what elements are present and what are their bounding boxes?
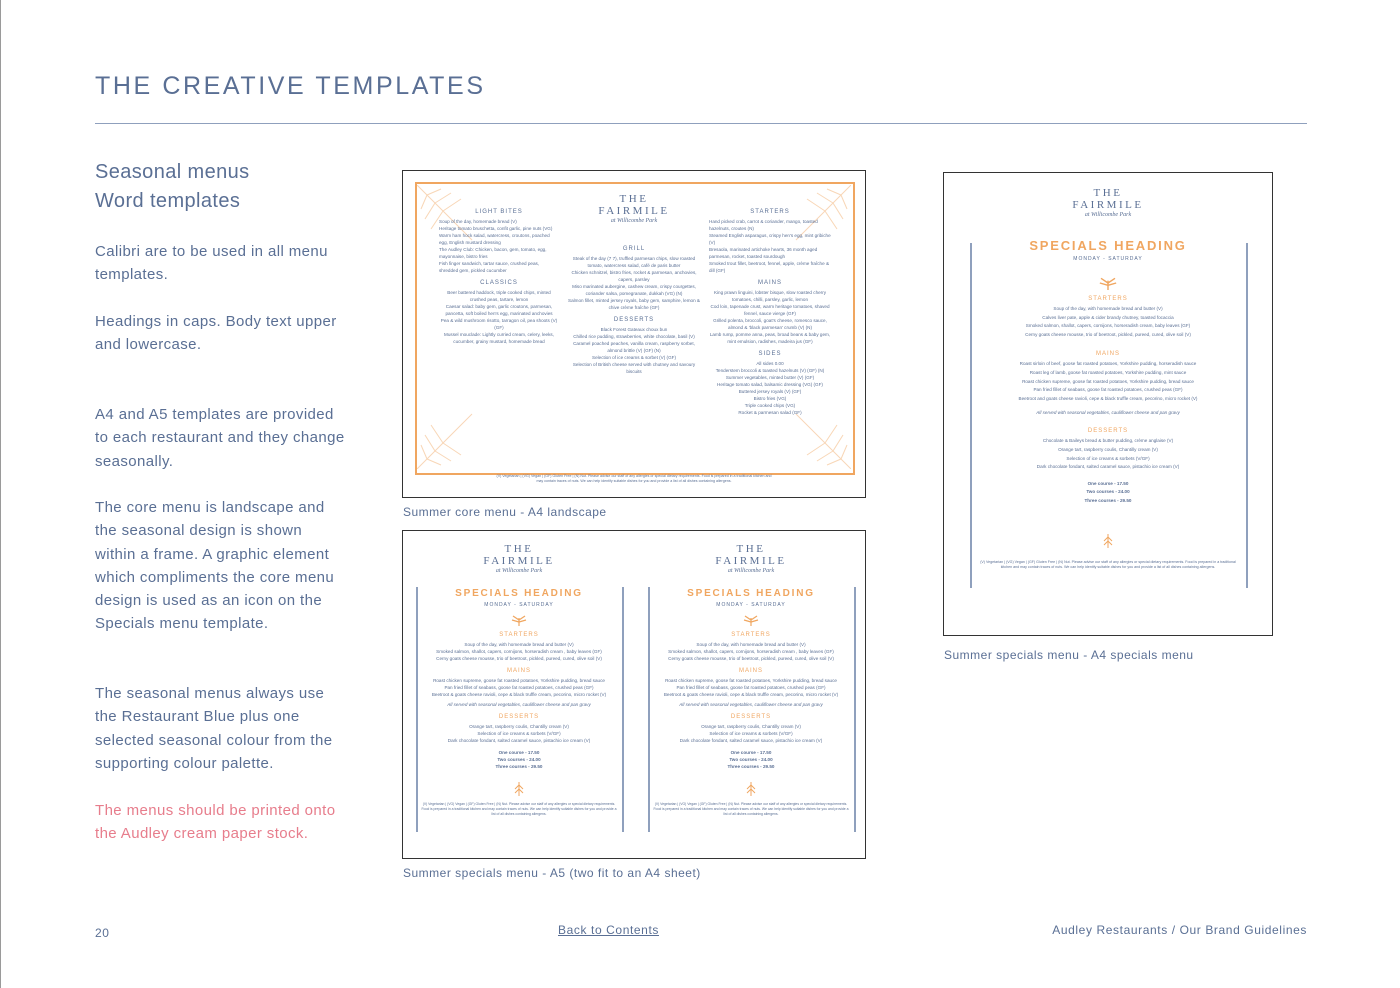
course-price: Two courses - 24.00 bbox=[1086, 489, 1130, 495]
section-heading: CLASSICS bbox=[480, 280, 518, 286]
course-price: One course - 17.50 bbox=[498, 750, 540, 755]
page-number: 20 bbox=[95, 926, 110, 940]
menu-item: Cerny goats cheese mousse, trio of beetroot, pickled, pureed, cured, olive soil (V) bbox=[1025, 331, 1191, 337]
menu-item: Cod loin, tapenade crust, warm heritage tomatoes, shaved fennel, sauce vierge (GF) bbox=[710, 304, 830, 316]
served-note: All served with seasonal vegetables, cauliflower cheese and pan gravy bbox=[679, 702, 823, 707]
title-divider bbox=[95, 123, 1307, 124]
menu-item: Warm ham hock salad, watercress, croutons, poached egg, English mustard dressing bbox=[439, 233, 550, 245]
frame-side-line bbox=[1246, 243, 1248, 588]
sidebar-paragraph-fonts: Calibri are to be used in all menu templates. bbox=[95, 243, 328, 284]
menu-item: Dark chocolate fondant, salted caramel sauce, pistachio ice cream (V) bbox=[1036, 464, 1180, 470]
sidebar-text bbox=[95, 158, 345, 843]
section-heading: DESSERTS bbox=[498, 714, 540, 720]
menu-item: Hand picked crab, carrot & coriander, mango, toasted hazelnuts, croutes (N) bbox=[709, 219, 818, 231]
menu-item: Calves liver pate, apple & cider brandy chutney, toasted focaccia bbox=[1042, 314, 1174, 320]
a5-specials-preview bbox=[402, 530, 866, 859]
palm-leaf-icon bbox=[514, 780, 524, 796]
allergen-footer: (V) Vegetarian | (VG) Vegan | (GF) Gluten Free | (N) Nut. Please advise our staff of any allergies or special dietary requirements. Food is prepared in a traditional kitchen and may contain traces of nuts. We can help identify suitable dishes for you and provide a list of all dishes containing allergens. bbox=[496, 474, 772, 483]
sidebar-paragraph-colours: The seasonal menus always use the Restaurant Blue plus one selected seasonal colour from the supporting colour palette. bbox=[95, 685, 333, 772]
section-heading: MAINS bbox=[738, 668, 763, 674]
menu-item: Chocolate & Baileys bread & butter pudding, crème anglaise (V) bbox=[1042, 438, 1174, 444]
back-to-contents-link[interactable]: Back to Contents bbox=[558, 923, 659, 937]
menu-item: Pan fried fillet of seabass, goose fat roasted potatoes, crushed peas (GF) bbox=[676, 685, 826, 690]
restaurant-logo: THE FAIRMILE at Willicombe Park bbox=[483, 543, 555, 574]
menu-item: Roast chicken supreme, goose fat roasted potatoes, Yorkshire pudding, bread sauce bbox=[1022, 378, 1194, 384]
allergen-footer: (V) Vegetarian | (VG) Vegan | (GF) Gluten Free | (N) Nut. Please advise our staff of any allergies or special dietary requirements. Food is prepared in a traditional kitchen and may contain traces of nuts. We can help identify suitable dishes for you and provide a list of all dishes containing allergens. bbox=[980, 559, 1236, 569]
course-price: Three courses - 29.50 bbox=[727, 764, 775, 769]
menu-item: Soup of the day, with homemade bread and butter (V) bbox=[464, 642, 574, 647]
menu-item: Lamb rump, pomme anna, peas, broad beans & baby gem, mint emulsion, radishes, madeira jus (GF) bbox=[709, 332, 831, 344]
menu-item: Rocket & parmesan salad (GF) bbox=[738, 410, 802, 415]
palm-leaf-icon bbox=[746, 780, 756, 796]
course-price: One course - 17.50 bbox=[730, 750, 772, 755]
menu-item: Roast sirloin of beef, goose fat roasted potatoes, Yorkshire pudding, horseradish sauce bbox=[1019, 361, 1197, 367]
sidebar-heading-line1: Seasonal menus bbox=[95, 161, 250, 183]
section-heading: DESSERTS bbox=[613, 317, 655, 323]
menu-item: Orange tart, raspberry coulis, Chantilly cream (V) bbox=[1058, 446, 1158, 452]
menu-item: Roast chicken supreme, goose fat roasted potatoes, Yorkshire pudding, bread sauce bbox=[433, 678, 605, 683]
section-heading: STARTERS bbox=[499, 632, 539, 638]
section-heading: MAINS bbox=[757, 280, 782, 286]
caption-a5-menu: Summer specials menu - A5 (two fit to an A4 sheet) bbox=[403, 866, 701, 880]
sidebar-heading-line2: Word templates bbox=[95, 190, 241, 212]
core-right-column bbox=[709, 203, 831, 416]
menu-item: Selection of ice creams & sorbets (V/GF) bbox=[1066, 455, 1150, 461]
menu-item: Smoked salmon, shallot, capers, cornijons, horseradish cream , baby leaves (GF) bbox=[436, 649, 602, 654]
frame-side-line bbox=[854, 587, 856, 832]
a5-menu-left bbox=[419, 543, 619, 817]
menu-item: Beetroot and goats cheese ravioli, cepe & black truffle cream, pecorino, micro rocket (V) bbox=[1018, 395, 1198, 401]
palm-leaf-icon bbox=[1103, 532, 1113, 548]
menu-item: Selection of ice creams & sorbets (V/GF) bbox=[709, 731, 793, 736]
specials-heading: SPECIALS HEADING bbox=[687, 588, 815, 599]
menu-item: Smoked salmon, shallot, capers, cornijons, horseradish cream, baby leaves (GF) bbox=[1025, 323, 1191, 329]
menu-item: Heritage tomato salad, balsamic dressing (VG) (GF) bbox=[717, 382, 823, 387]
menu-item: Grilled polenta, broccoli, goat's cheese, romesco sauce, almond & 'black parmesan' crumb (V) (N) bbox=[713, 318, 827, 330]
core-menu-preview bbox=[402, 170, 866, 498]
course-price: Two courses - 24.00 bbox=[729, 757, 773, 762]
frame-side-line bbox=[970, 243, 972, 588]
palm-leaf-corner-icon bbox=[417, 409, 477, 469]
menu-item: Miso marinated aubergine, cashew cream, crispy courgettes, coriander salsa, pomegranate, dukkah (VG) (N) bbox=[572, 284, 696, 296]
menu-item: Mussel mouclade: Lightly curried cream, celery, leeks, cucumber, grainy mustard, homemade bread bbox=[444, 332, 554, 344]
palm-fan-icon bbox=[743, 614, 759, 626]
menu-item: All sides 0.00 bbox=[756, 361, 784, 366]
menu-item: Caramel poached peaches, vanilla cream, raspberry sorbet, almond brittle (V) (GF) (N) bbox=[573, 341, 695, 353]
section-heading: STARTERS bbox=[1088, 296, 1128, 302]
menu-item: Pea & wild mushroom risotto, tarragon oil, pea shoots (V) (GF) bbox=[440, 318, 558, 330]
menu-item: Caesar salad: baby gem, garlic croutons, parmesan, pancetta, soft boiled hen's egg, marinated anchovies bbox=[445, 304, 553, 316]
section-heading: MAINS bbox=[506, 668, 531, 674]
section-heading: DESSERTS bbox=[1087, 428, 1129, 435]
section-heading: STARTERS bbox=[731, 632, 771, 638]
menu-item: Soup of the day, homemade bread (V) bbox=[439, 219, 517, 224]
section-heading: STARTERS bbox=[750, 209, 790, 215]
menu-item: Smoked salmon, shallot, capers, cornijons, horseradish cream , baby leaves (GF) bbox=[668, 649, 834, 654]
page-title: THE CREATIVE TEMPLATES bbox=[95, 72, 486, 100]
sidebar-paragraph-templates: A4 and A5 templates are provided to each restaurant and they change seasonally. bbox=[95, 406, 345, 470]
menu-item: Roast leg of lamb, goose fat roasted potatoes, Yorkshire pudding, mint sauce bbox=[1029, 369, 1187, 375]
allergen-footer: (V) Vegetarian | (VG) Vegan | (GF) Gluten Free | (N) Nut. Please advise our staff of any allergies or special dietary requirements. Food is prepared in a traditional kitchen and may contain traces of nuts. We can help identify suitable dishes for you and provide a list of all dishes containing allergens. bbox=[653, 802, 849, 816]
menu-item: Fish finger sandwich, tartar sauce, crushed peas, shredded gem, pickled cucumber bbox=[439, 261, 540, 273]
menu-item: King prawn linguini, lobster bisque, slow roasted cherry tomatoes, chilli, parsley, garlic, lemon bbox=[713, 290, 827, 302]
menu-item: Selection of ice creams & sorbets (V/GF) bbox=[477, 731, 561, 736]
a5-menu-right bbox=[651, 543, 851, 817]
menu-item: The Audley Club: Chicken, bacon, gem, tomato, egg, mayonnaise, bistro fries bbox=[439, 247, 547, 259]
menu-item: Black Forest Gateaux choux bun bbox=[600, 327, 668, 332]
frame-side-line bbox=[622, 587, 624, 832]
specials-days: MONDAY - SATURDAY bbox=[716, 602, 786, 608]
sidebar-paragraph-headings: Headings in caps. Body text upper and lowercase. bbox=[95, 313, 337, 354]
menu-item: Dark chocolate fondant, salted caramel sauce, pistachio ice cream (V) bbox=[447, 738, 591, 743]
a4-menu bbox=[976, 187, 1240, 570]
restaurant-logo: THE FAIRMILE at Willicombe Park bbox=[598, 193, 670, 224]
menu-item: Cerny goats cheese mousse, trio of beetroot, pickled, pureed, cured, olive soil (V) bbox=[436, 656, 602, 661]
menu-item: Summer vegetables, minted butter (V) (GF) bbox=[725, 375, 815, 380]
section-heading: LIGHT BITES bbox=[475, 209, 523, 215]
served-note: All served with seasonal vegetables, cauliflower cheese and pan gravy bbox=[447, 702, 591, 707]
menu-item: Beetroot & goats cheese ravioli, cepe & black truffle cream, pecorino, micro rocket (V) bbox=[431, 692, 607, 697]
menu-item: Selection of ice creams & sorbet (V) (GF) bbox=[592, 355, 676, 360]
specials-days: MONDAY - SATURDAY bbox=[484, 602, 554, 608]
menu-item: Buttered jersey royals (V) (GF) bbox=[738, 389, 802, 394]
restaurant-logo: THE FAIRMILE at Willicombe Park bbox=[715, 543, 787, 574]
frame-side-line bbox=[416, 587, 418, 832]
menu-item: Soup of the day, with homemade bread and butter (V) bbox=[1053, 306, 1163, 311]
course-price: One course - 17.50 bbox=[1087, 480, 1129, 486]
sidebar-paragraph-paper-note: The menus should be printed onto the Audley cream paper stock. bbox=[95, 802, 336, 843]
course-price: Two courses - 24.00 bbox=[497, 757, 541, 762]
menu-item: Orange tart, raspberry coulis, Chantilly cream (V) bbox=[701, 724, 801, 729]
core-middle-column bbox=[568, 193, 700, 375]
menu-item: Smoked trout fillet, beetroot, fennel, apple, crème fraîche & dill (GF) bbox=[709, 261, 830, 273]
caption-a4-menu: Summer specials menu - A4 specials menu bbox=[944, 648, 1194, 662]
specials-heading: SPECIALS HEADING bbox=[1029, 238, 1187, 253]
specials-heading: SPECIALS HEADING bbox=[455, 588, 583, 599]
menu-item: Bresaola, marinated artichoke hearts, 36 month aged parmesan, rocket, toasted sourdough bbox=[709, 247, 818, 259]
menu-item: Roast chicken supreme, goose fat roasted potatoes, Yorkshire pudding, bread sauce bbox=[665, 678, 837, 683]
course-price: Three courses - 29.50 bbox=[1084, 497, 1132, 503]
frame-side-line bbox=[648, 587, 650, 832]
menu-item: Beer battered haddock, triple cooked chips, minted crushed peas, tartare, lemon bbox=[447, 290, 551, 302]
palm-leaf-corner-icon bbox=[791, 409, 851, 469]
menu-item: Steak of the day (7 7), truffled parmesan chips, slow roasted tomato, watercress salad, café de paris butter bbox=[572, 256, 696, 268]
footer-brand-guidelines: Audley Restaurants / Our Brand Guidelines bbox=[1052, 923, 1307, 937]
section-heading: GRILL bbox=[622, 246, 646, 252]
menu-item: Cerny goats cheese mousse, trio of beetroot, pickled, pureed, cured, olive soil (V) bbox=[668, 656, 834, 661]
course-price: Three courses - 29.50 bbox=[495, 764, 543, 769]
specials-days: MONDAY - SATURDAY bbox=[1073, 256, 1143, 262]
caption-core-menu: Summer core menu - A4 landscape bbox=[403, 505, 607, 519]
restaurant-logo: THE FAIRMILE at Willicombe Park bbox=[1072, 187, 1144, 218]
palm-fan-icon bbox=[1098, 276, 1118, 290]
menu-item: Bistro fries (VG) bbox=[753, 396, 787, 401]
menu-item: Triple cooked chips (VG) bbox=[744, 403, 796, 408]
menu-item: Pan fried fillet of seabass, goose fat roasted potatoes, crushed peas (GF) bbox=[444, 685, 594, 690]
menu-item: Salmon fillet, minted jersey royals, baby gem, samphire, lemon & chive crème fraîche (GF) bbox=[568, 298, 700, 310]
core-left-column bbox=[439, 203, 559, 345]
section-heading: DESSERTS bbox=[730, 714, 772, 720]
palm-fan-icon bbox=[511, 614, 527, 626]
menu-item: Chilled rice pudding, strawberries, white chocolate, basil (V) bbox=[573, 334, 695, 339]
a4-specials-preview bbox=[943, 172, 1273, 636]
menu-item: Dark chocolate fondant, salted caramel sauce, pistachio ice cream (V) bbox=[679, 738, 823, 743]
menu-item: Tenderstem broccoli & toasted hazelnuts (V) (GF) (N) bbox=[715, 368, 825, 373]
sidebar-paragraph-core-menu: The core menu is landscape and the seasonal design is shown within a frame. A graphic element which compliments the core menu design is used as an icon on the Specials menu template. bbox=[95, 499, 335, 633]
section-heading: MAINS bbox=[1095, 351, 1120, 358]
menu-item: Heritage tomato bruschetta, confit garlic, pine nuts (VG) bbox=[439, 226, 553, 231]
allergen-footer: (V) Vegetarian | (VG) Vegan | (GF) Gluten Free | (N) Nut. Please advise our staff of any allergies or special dietary requirements. Food is prepared in a traditional kitchen and may contain traces of nuts. We can help identify suitable dishes for you and provide a list of all dishes containing allergens. bbox=[421, 802, 617, 816]
menu-item: Steamed English asparagus, crispy hen's egg, mint gribiche (V) bbox=[709, 233, 831, 245]
served-note: All served with seasonal vegetables, cauliflower cheese and pan gravy bbox=[1036, 410, 1180, 416]
menu-item: Beetroot & goats cheese ravioli, cepe & black truffle cream, pecorino, micro rocket (V) bbox=[663, 692, 839, 697]
page-edge-rule bbox=[0, 0, 1, 988]
menu-item: Soup of the day, with homemade bread and butter (V) bbox=[696, 642, 806, 647]
menu-item: Orange tart, raspberry coulis, Chantilly cream (V) bbox=[469, 724, 569, 729]
menu-item: Pan fried fillet of seabass, goose fat roasted potatoes, crushed peas (GF) bbox=[1033, 387, 1183, 393]
menu-item: Chicken schnitzel, bistro fries, rocket & parmesan, anchovies, capers, parsley bbox=[571, 270, 697, 282]
section-heading: SIDES bbox=[758, 351, 782, 357]
menu-item: Selection of British cheese served with chutney and savoury biscuits bbox=[572, 362, 696, 374]
